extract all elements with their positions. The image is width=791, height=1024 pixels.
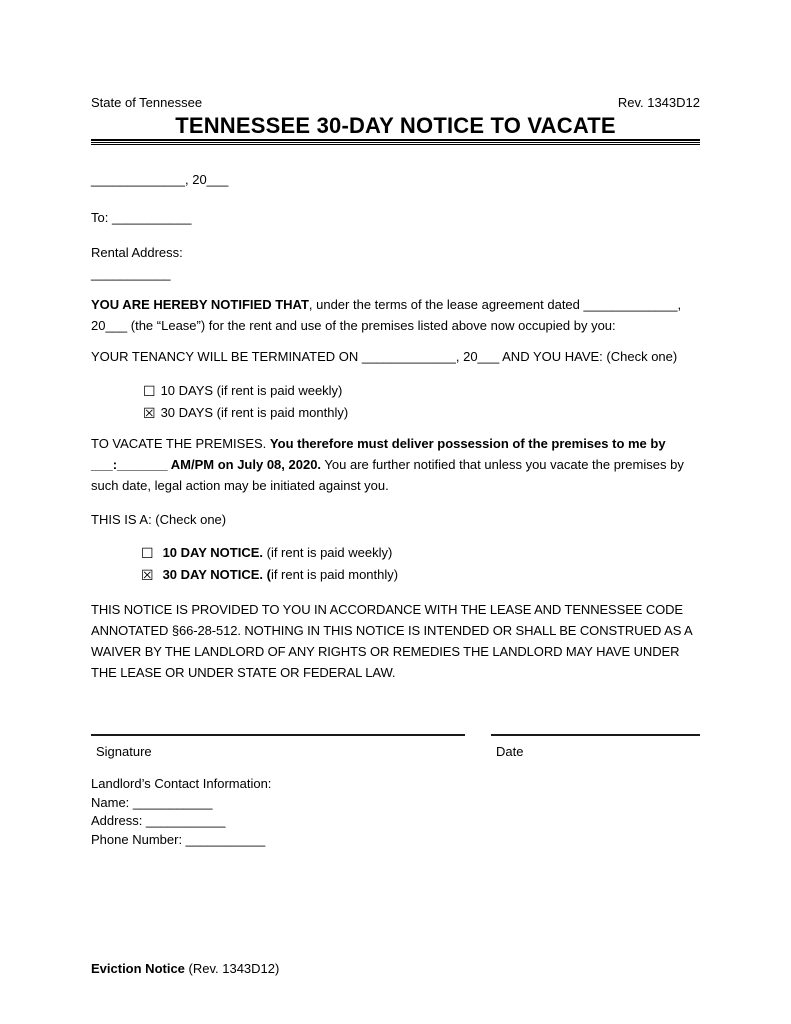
- option-30-days-label: 30 DAYS (if rent is paid monthly): [160, 405, 349, 420]
- option-10-day-notice-bold: 10 DAY NOTICE.: [162, 545, 263, 560]
- document-header: [91, 92, 700, 113]
- this-is-a-line: THIS IS A: (Check one): [91, 512, 227, 527]
- contact-phone-line: Phone Number: ___________: [91, 831, 266, 847]
- date-line: [491, 734, 700, 736]
- option-10-days: [143, 380, 700, 402]
- checkbox-unchecked-icon: ☐: [143, 384, 156, 400]
- option-30-day-notice-label: [163, 564, 399, 585]
- option-10-days-label: 10 DAYS (if rent is paid weekly): [160, 383, 343, 398]
- footer-title: Eviction Notice: [91, 961, 185, 976]
- option-10-day-notice: [141, 542, 700, 564]
- signature-section: [91, 734, 700, 762]
- checkbox-checked-icon: ☒: [143, 406, 156, 422]
- contact-name-line: Name: ___________: [91, 794, 213, 810]
- date-column: [491, 734, 700, 762]
- option-30-days: [143, 402, 700, 424]
- option-30-day-notice: [141, 564, 700, 586]
- vacate-rest: You are further notified that unless you vacate the premises by such date, legal action may be initiated against you.: [91, 457, 684, 493]
- date-label: Date: [496, 744, 524, 759]
- vacate-bold: You therefore must deliver possession of the premises to me by ___:_______ AM/PM on July 08, 2020.: [91, 436, 666, 472]
- signature-line: [91, 734, 465, 736]
- vacate-prefix: TO VACATE THE PREMISES.: [91, 436, 270, 451]
- signature-column: [91, 734, 465, 762]
- contact-heading: Landlord’s Contact Information:: [91, 776, 272, 791]
- revision-label: Rev. 1343D12: [617, 95, 700, 110]
- footer-revision: (Rev. 1343D12): [184, 961, 280, 976]
- document-footer: [91, 958, 279, 979]
- option-30-day-notice-rest: if rent is paid monthly): [270, 567, 399, 582]
- legal-paragraph: THIS NOTICE IS PROVIDED TO YOU IN ACCORDANCE WITH THE LEASE AND TENNESSEE CODE ANNOTATED §66-28-512. NOTHING IN THIS NOTICE IS INTENDED OR SHALL BE CONSTRUED AS A WAIVER BY THE LANDLORD OF ANY RIGHTS OR REMEDIES THE LANDLORD MAY HAVE UNDER THE LEASE OR UNDER STATE OR FEDERAL LAW.: [91, 602, 692, 680]
- date-blank-line: _____________, 20___: [91, 172, 229, 187]
- to-label: To:: [91, 210, 109, 225]
- notified-paragraph: [91, 294, 700, 336]
- to-line: [91, 207, 700, 228]
- checkbox-checked-icon: ☒: [141, 568, 154, 584]
- notified-rest: , under the terms of the lease agreement dated _____________, 20___ (the “Lease”) for the rent and use of the premises listed above now occupied by you:: [91, 297, 682, 333]
- notified-bold: YOU ARE HEREBY NOTIFIED THAT: [91, 297, 309, 312]
- days-checklist: [91, 380, 700, 424]
- state-label: State of Tennessee: [91, 95, 203, 110]
- checkbox-unchecked-icon: ☐: [141, 546, 154, 562]
- vacate-paragraph: [91, 433, 700, 496]
- termination-line: YOUR TENANCY WILL BE TERMINATED ON _____________, 20___ AND YOU HAVE: (Check one): [91, 349, 678, 364]
- to-blank: ___________: [111, 210, 192, 225]
- title-rule: [91, 139, 700, 145]
- contact-address-line: Address: ___________: [91, 813, 226, 828]
- document-title: TENNESSEE 30-DAY NOTICE TO VACATE: [175, 113, 616, 138]
- option-10-day-notice-label: [163, 542, 393, 563]
- rental-address-label: Rental Address:: [91, 245, 183, 260]
- option-30-day-notice-bold: 30 DAY NOTICE. (: [162, 567, 271, 582]
- rental-address-blank: ___________: [91, 266, 171, 281]
- landlord-contact-block: [91, 775, 700, 849]
- option-10-day-notice-rest: (if rent is paid weekly): [263, 545, 393, 560]
- signature-label: Signature: [96, 744, 152, 759]
- notice-type-checklist: [91, 542, 700, 586]
